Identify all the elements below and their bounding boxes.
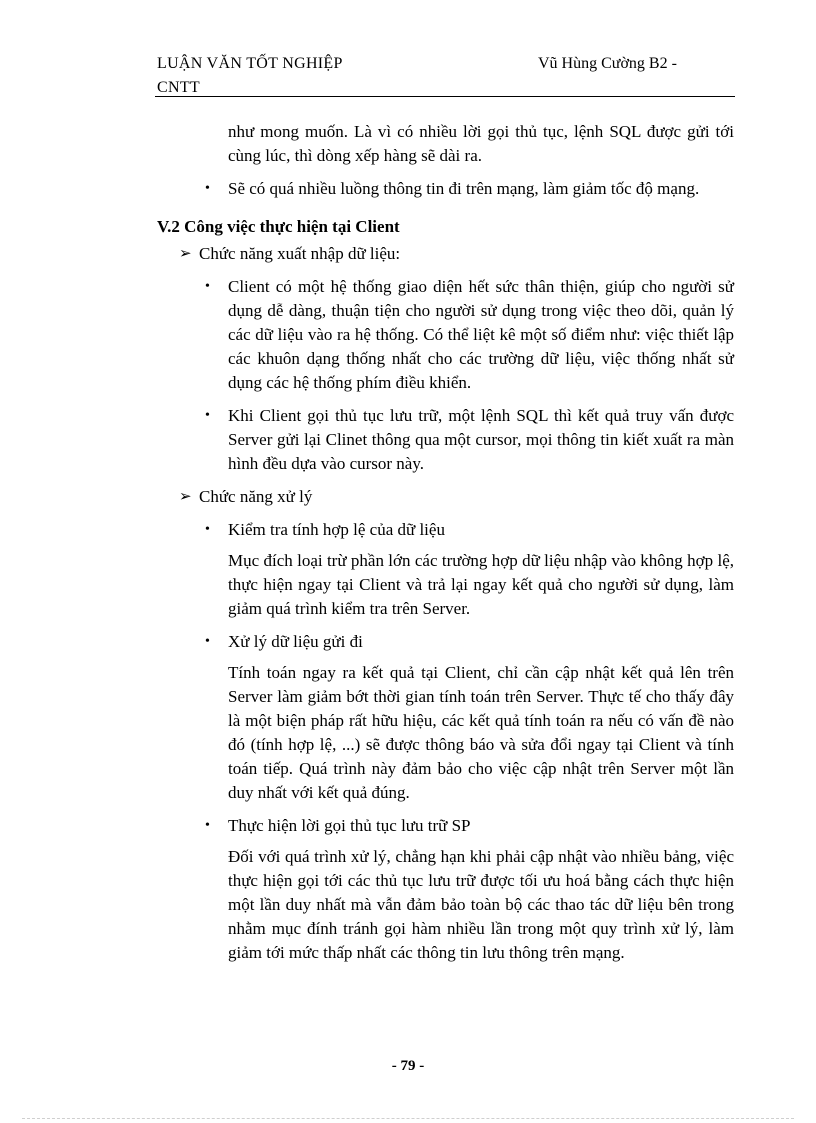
section-title: V.2 Công việc thực hiện tại Client bbox=[157, 217, 400, 236]
bullet-item-io-1 bbox=[205, 275, 734, 395]
bullet-icon: • bbox=[205, 408, 210, 423]
bullet-title: Thực hiện lời gọi thủ tục lưu trữ SP bbox=[228, 816, 471, 835]
header-thesis-title: LUẬN VĂN TỐT NGHIỆP CNTT bbox=[157, 55, 343, 96]
io-heading-text: Chức năng xuất nhập dữ liệu: bbox=[199, 244, 401, 263]
page-number: - 79 - bbox=[391, 1058, 425, 1074]
bullet-item-validate bbox=[205, 518, 734, 542]
bullet-item-io-2 bbox=[205, 404, 734, 476]
header-author: Vũ Hùng Cường B2 - bbox=[538, 55, 677, 72]
bullet-title: Kiểm tra tính hợp lệ của dữ liệu bbox=[228, 520, 445, 539]
page-bottom-border bbox=[22, 1118, 794, 1119]
io-heading bbox=[179, 242, 734, 266]
header-rule bbox=[155, 96, 735, 97]
bullet-item-stored-proc bbox=[205, 814, 734, 838]
bullet-text: Sẽ có quá nhiều luồng thông tin đi trên mạng, làm giảm tốc độ mạng. bbox=[228, 179, 700, 198]
bullet-icon: • bbox=[205, 181, 210, 196]
arrow-icon: ➢ bbox=[179, 246, 192, 262]
bullet-icon: • bbox=[205, 634, 210, 649]
continued-paragraph: như mong muốn. Là vì có nhiều lời gọi thủ tục, lệnh SQL được gửi tới cùng lúc, thì dòng xếp hàng sẽ dài ra. bbox=[228, 122, 734, 165]
bullet-item-network bbox=[205, 177, 734, 201]
process-paragraph: Tính toán ngay ra kết quả tại Client, chỉ cần cập nhật kết quả lên trên Server làm giảm bớt thời gian tính toán trên Server. Thực tế cho thấy đây là một biện pháp rất hữu hiệu, các kết quả tính toán ra nếu có vấn đề nào đó (tính hợp lệ, ...) sẽ được thông báo và sửa đổi ngay tại Client và tính toán tiếp. Quá trình này đảm bảo cho việc cập nhật trên Server một lần duy nhất với kết quả đúng. bbox=[228, 663, 734, 802]
bullet-icon: • bbox=[205, 279, 210, 294]
bullet-text: Client có một hệ thống giao diện hết sức thân thiện, giúp cho người sử dụng dễ dàng, thuận tiện cho người sử dụng trong việc theo dõi, quản lý các dữ liệu vào ra hệ thống. Có thể liệt kê một số điểm như: việc thiết lập các khuôn dạng thống nhất cho các trường dữ liệu, việc thống nhất sử dụng các hệ thống phím điều khiển. bbox=[228, 277, 734, 392]
bullet-item-process bbox=[205, 630, 734, 654]
bullet-text: Khi Client gọi thủ tục lưu trữ, một lệnh SQL thì kết quả truy vấn được Server gửi lại Clinet thông qua một cursor, mọi thông tin kiết xuất ra màn hình đều dựa vào cursor này. bbox=[228, 406, 734, 473]
proc-heading bbox=[179, 485, 734, 509]
bullet-icon: • bbox=[205, 522, 210, 537]
bullet-title: Xử lý dữ liệu gửi đi bbox=[228, 632, 363, 651]
stored-proc-paragraph: Đối với quá trình xử lý, chẳng hạn khi phải cập nhật vào nhiều bảng, việc thực hiện gọi tới các thủ tục lưu trữ được tối ưu hoá bằng cách thực hiện một lần duy nhất mà vẫn đảm bảo toàn bộ các thao tác dữ liệu bên trong nhằm mục đính tránh gọi hàm nhiều lần trong một quy trình xử lý, làm giảm tới mức thấp nhất các thông tin lưu thông trên mạng. bbox=[228, 847, 734, 962]
validate-paragraph: Mục đích loại trừ phần lớn các trường hợp dữ liệu nhập vào không hợp lệ, thực hiện ngay tại Client và trả lại ngay kết quả cho người sử dụng, làm giảm quá trình kiểm tra trên Server. bbox=[228, 551, 734, 618]
proc-heading-text: Chức năng xử lý bbox=[199, 487, 313, 506]
page-content bbox=[157, 120, 734, 965]
bullet-icon: • bbox=[205, 818, 210, 833]
arrow-icon: ➢ bbox=[179, 489, 192, 505]
